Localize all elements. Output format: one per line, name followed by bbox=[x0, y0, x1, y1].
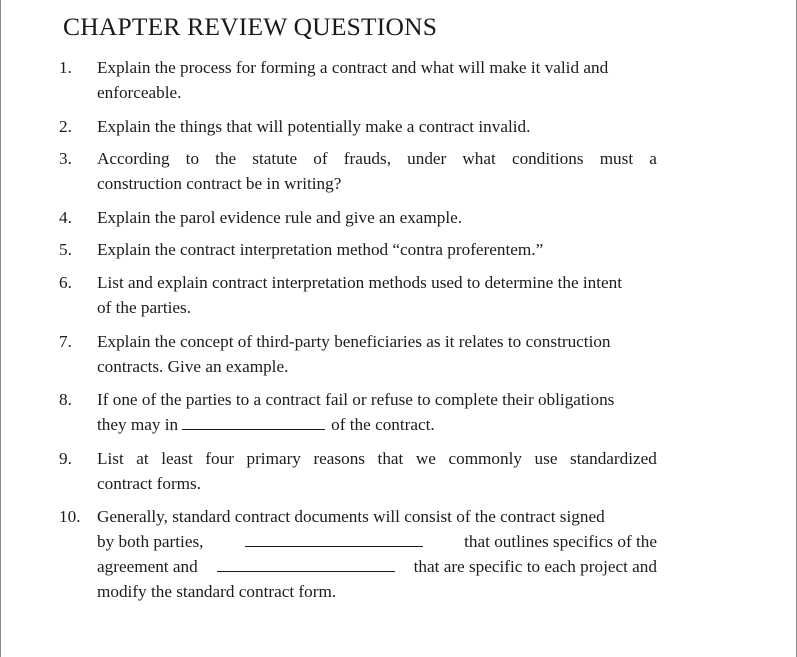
question-line: Explain the contract interpretation method “contra proferentem.” bbox=[97, 240, 544, 259]
question-number: 7. bbox=[59, 332, 72, 351]
question-text bbox=[97, 146, 657, 196]
word: standardized bbox=[570, 449, 657, 468]
question-number: 4. bbox=[59, 208, 72, 227]
text-fragment: by both parties, bbox=[97, 532, 204, 551]
question-line: Generally, standard contract documents will consist of the contract signed bbox=[97, 507, 605, 526]
question-number: 3. bbox=[59, 149, 72, 168]
question-line: enforceable. bbox=[97, 83, 182, 102]
page-title: CHAPTER REVIEW QUESTIONS bbox=[63, 12, 438, 41]
word: to bbox=[185, 149, 200, 168]
text-fragment: that are specific to each project and bbox=[413, 557, 657, 576]
word: frauds, bbox=[343, 149, 391, 168]
question-line: of the parties. bbox=[97, 298, 192, 317]
word: statute bbox=[252, 149, 298, 168]
fill-in-blank[interactable] bbox=[182, 412, 325, 430]
question-text bbox=[97, 237, 657, 262]
question-line: Explain the concept of third-party beneficiaries as it relates to construction bbox=[97, 332, 611, 351]
question-line: modify the standard contract form. bbox=[97, 582, 337, 601]
question-line bbox=[97, 412, 657, 437]
question-line: If one of the parties to a contract fail or refuse to complete their obligations bbox=[97, 390, 615, 409]
word: that bbox=[377, 449, 404, 468]
text-fragment: that outlines specifics of the bbox=[464, 532, 657, 551]
question-line: contracts. Give an example. bbox=[97, 357, 289, 376]
question-line: contract forms. bbox=[97, 474, 202, 493]
question-number: 5. bbox=[59, 240, 72, 259]
question-line bbox=[97, 529, 657, 554]
text-fragment: they may in bbox=[97, 415, 179, 434]
text-fragment: of the contract. bbox=[331, 415, 435, 434]
question-text bbox=[97, 446, 657, 496]
question-line bbox=[97, 446, 657, 471]
question-line: Explain the parol evidence rule and give an example. bbox=[97, 208, 463, 227]
word: commonly bbox=[448, 449, 522, 468]
question-text bbox=[97, 270, 657, 320]
question-text bbox=[97, 205, 657, 230]
word: least bbox=[161, 449, 193, 468]
question-line bbox=[97, 146, 657, 171]
question-line: construction contract be in writing? bbox=[97, 174, 342, 193]
question-line: Explain the process for forming a contract and what will make it valid and bbox=[97, 58, 609, 77]
question-line: Explain the things that will potentially make a contract invalid. bbox=[97, 117, 531, 136]
word: must bbox=[599, 149, 634, 168]
question-number: 8. bbox=[59, 390, 72, 409]
text-fragment: agreement and bbox=[97, 557, 198, 576]
word: we bbox=[415, 449, 436, 468]
word: under bbox=[407, 149, 447, 168]
word: of bbox=[313, 149, 328, 168]
word: reasons bbox=[313, 449, 365, 468]
question-number: 1. bbox=[59, 58, 72, 77]
question-text bbox=[97, 55, 657, 105]
question-text bbox=[97, 387, 657, 437]
question-text bbox=[97, 329, 657, 379]
word: what bbox=[462, 149, 496, 168]
fill-in-blank[interactable] bbox=[245, 529, 423, 547]
question-number: 6. bbox=[59, 273, 72, 292]
word: List bbox=[97, 449, 124, 468]
fill-in-blank[interactable] bbox=[217, 554, 395, 572]
question-line bbox=[97, 554, 657, 579]
question-line: List and explain contract interpretation methods used to determine the intent bbox=[97, 273, 623, 292]
word: conditions bbox=[511, 149, 584, 168]
word: use bbox=[534, 449, 558, 468]
word: a bbox=[649, 149, 657, 168]
question-number: 9. bbox=[59, 449, 72, 468]
question-number: 2. bbox=[59, 117, 72, 136]
question-text bbox=[97, 114, 657, 139]
word: the bbox=[215, 149, 237, 168]
word: According bbox=[97, 149, 170, 168]
word: at bbox=[136, 449, 149, 468]
word: primary bbox=[246, 449, 301, 468]
question-number: 10. bbox=[59, 507, 81, 526]
word: four bbox=[205, 449, 234, 468]
question-text bbox=[97, 504, 657, 604]
